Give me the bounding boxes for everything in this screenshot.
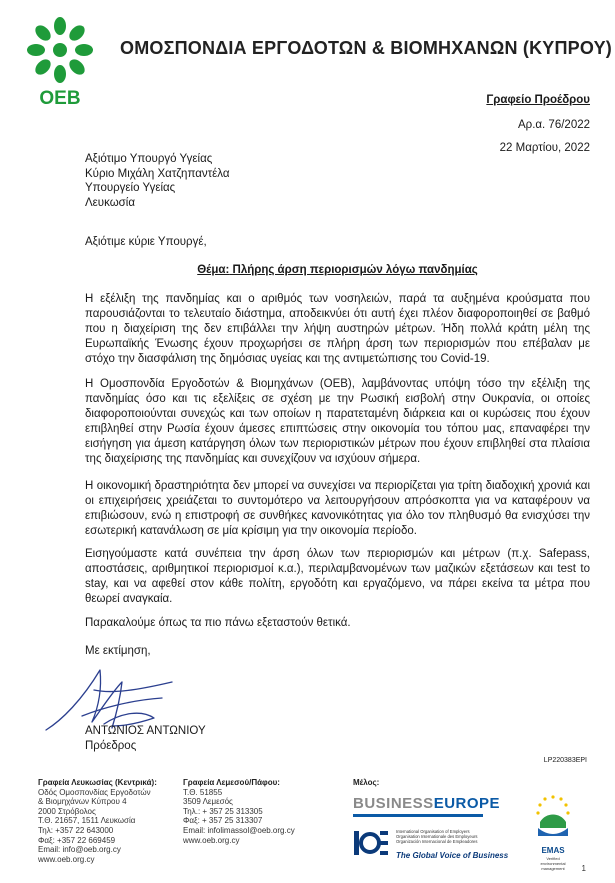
signer-title: Πρόεδρος (85, 739, 137, 752)
footer-nicosia-title: Γραφεία Λευκωσίας (Κεντρικά): (38, 778, 157, 787)
ioe-tagline: The Global Voice of Business (396, 851, 509, 860)
footer-fax: Φαξ: +357 22 669459 (38, 835, 116, 845)
office-label: Γραφείο Προέδρου (486, 94, 590, 106)
signer-name: ΑΝΤΩΝΙΟΣ ΑΝΤΩΝΙΟΥ (85, 725, 206, 737)
body-paragraph: Η οικονομική δραστηριότητα δεν μπορεί να συνεχίσει να περιορίζεται για τρίτη διαδοχική χρονιά και οι επιχειρήσεις χρειάζεται το συντομότερο να λειτουργήσουν απρόσκοπτα για να καταφέρουν να επιβιώσουν, ενώ η επιστροφή σε συνθήκες κανονικότητας για όλο τον πληθυσμό θα ενισχύσει την εσωτερική κατανάλωση σε μία κρίσιμη για την οικονομία περίοδο. (85, 480, 590, 538)
businesseurope-logo: BUSINESSEUROPE (353, 795, 501, 812)
signer-block (85, 724, 206, 754)
businesseurope-underline (353, 814, 483, 817)
footer-limassol (183, 778, 295, 845)
footer-line: 2000 Στρόβολος (38, 806, 96, 816)
subject-line (85, 264, 590, 276)
emas-label: EMAS (541, 846, 565, 855)
footer-line: Τ.Θ. 21657, 1511 Λευκωσία (38, 816, 136, 826)
footer-line: 3509 Λεμεσός (183, 797, 233, 807)
reference-number: Αρ.α. 76/2022 (517, 119, 590, 131)
oeb-logo (14, 12, 106, 108)
body-paragraph: Εισηγούμαστε κατά συνέπεια την άρση όλων των περιορισμών και μέτρων (π.χ. Safepass, αποστάσεις, αριθμητικοί περιορισμοί κ.α.), περιλαμβανομένων των μαζικών εξετάσεων και test to stay, και να αφεθεί στον κάθε πολίτη, εργοδότη και εργαζόμενο, να πάρει εκείνα τα μέτρα που θεωρεί αναγκαία. (85, 548, 590, 606)
recipient-address (85, 152, 230, 210)
ioe-logo-icon (353, 829, 389, 857)
recipient-line: Αξιότιμο Υπουργό Υγείας (85, 153, 213, 165)
footer-website: www.oeb.org.cy (183, 835, 240, 845)
subject-text: Πλήρης άρση περιορισμών λόγω πανδημίας (229, 264, 478, 276)
footer-line: Τ.Θ. 51855 (183, 787, 223, 797)
footer-limassol-title: Γραφεία Λεμεσού/Πάφου: (183, 778, 280, 787)
recipient-line: Υπουργείο Υγείας (85, 182, 176, 195)
page-number: 1 (581, 864, 586, 873)
letter-date: 22 Μαρτίου, 2022 (499, 142, 590, 154)
recipient-line: Λευκωσία (85, 196, 135, 209)
salutation: Αξιότιμε κύριε Υπουργέ, (85, 236, 207, 248)
member-label: Μέλος: (353, 778, 380, 787)
document-code: LP220383EPI (543, 757, 587, 764)
body-paragraph: Παρακαλούμε όπως τα πιο πάνω εξεταστούν θετικά. (85, 617, 351, 629)
body-paragraph: Η Ομοσπονδία Εργοδοτών & Βιομηχάνων (ΟΕΒ), λαμβάνοντας υπόψη τόσο την εξέλιξη της πανδημίας όσο και τις εξελίξεις σε σχέση με την Ρωσική εισβολή στην Ουκρανία, οι οποίες διαφοροποιούνται συνεχώς και των οποίων η παρατεταμένη διάρκεια και οι κυρώσεις που έχουν επιβληθεί στην Ρωσία έχουν άμεσες επιπτώσεις στην οικονομία του τόπου μας, επαναφέρει την εισήγηση για άμεση κατάργηση όλων των περιοριστικών μέτρων που έχουν επιβληθεί στα πλαίσια της διαχείρισης της πανδημίας και συνεχίζουν να ισχύουν σήμερα. (85, 378, 590, 466)
body-paragraph: Η εξέλιξη της πανδημίας και ο αριθμός των νοσηλειών, παρά τα αυξημένα κρούσματα που παρουσιάζονται το τελευταίο διάστημα, αποδεικνύει ότι αυτή έχει πλέον διαφοροποιηθεί σε βαθμό που η διαχείριση της δεν επιβάλλει την λήψη αυστηρών μέτρων. Ήδη πολλά κράτη μέλη της Ευρωπαϊκής Ένωσης έχουν προχωρήσει σε πλήρη άρση των περιορισμών που επέβαλαν με στόχο την διασφάλιση της δημόσιας υγείας και της αντιμετώπισης του Covid-19. (85, 293, 590, 366)
ioe-name: International Organisation of Employers Organisation Internationale des Employeurs Organización Internacional de Empleadores (396, 829, 478, 844)
footer-website: www.oeb.org.cy (38, 854, 95, 864)
footer-email: Email: info@oeb.org.cy (38, 845, 121, 855)
closing: Με εκτίμηση, (85, 645, 151, 657)
subject-label: Θέμα: (197, 264, 230, 276)
footer-email: Email: infolimassol@oeb.org.cy (183, 825, 295, 835)
emas-logo (530, 792, 576, 852)
footer-nicosia (38, 778, 157, 864)
svg-text:OEB: OEB (39, 88, 81, 108)
footer-phone: Τηλ: +357 22 643000 (38, 825, 114, 835)
emas-caption: Verified environmental management (540, 856, 566, 871)
recipient-line: Κύριο Μιχάλη Χατζηπαντέλα (85, 167, 230, 180)
organisation-name: ΟΜΟΣΠΟΝΔΙΑ ΕΡΓΟΔΟΤΩΝ & ΒΙΟΜΗΧΑΝΩΝ (ΚΥΠΡΟΥ) (120, 38, 612, 58)
footer-phone: Τηλ.: + 357 25 313305 (183, 806, 263, 816)
footer-line: Οδός Ομοσπονδίας Εργοδοτών (38, 787, 151, 797)
footer-line: & Βιομηχάνων Κύπρου 4 (38, 797, 127, 807)
footer-fax: Φαξ: + 357 25 313307 (183, 816, 263, 826)
